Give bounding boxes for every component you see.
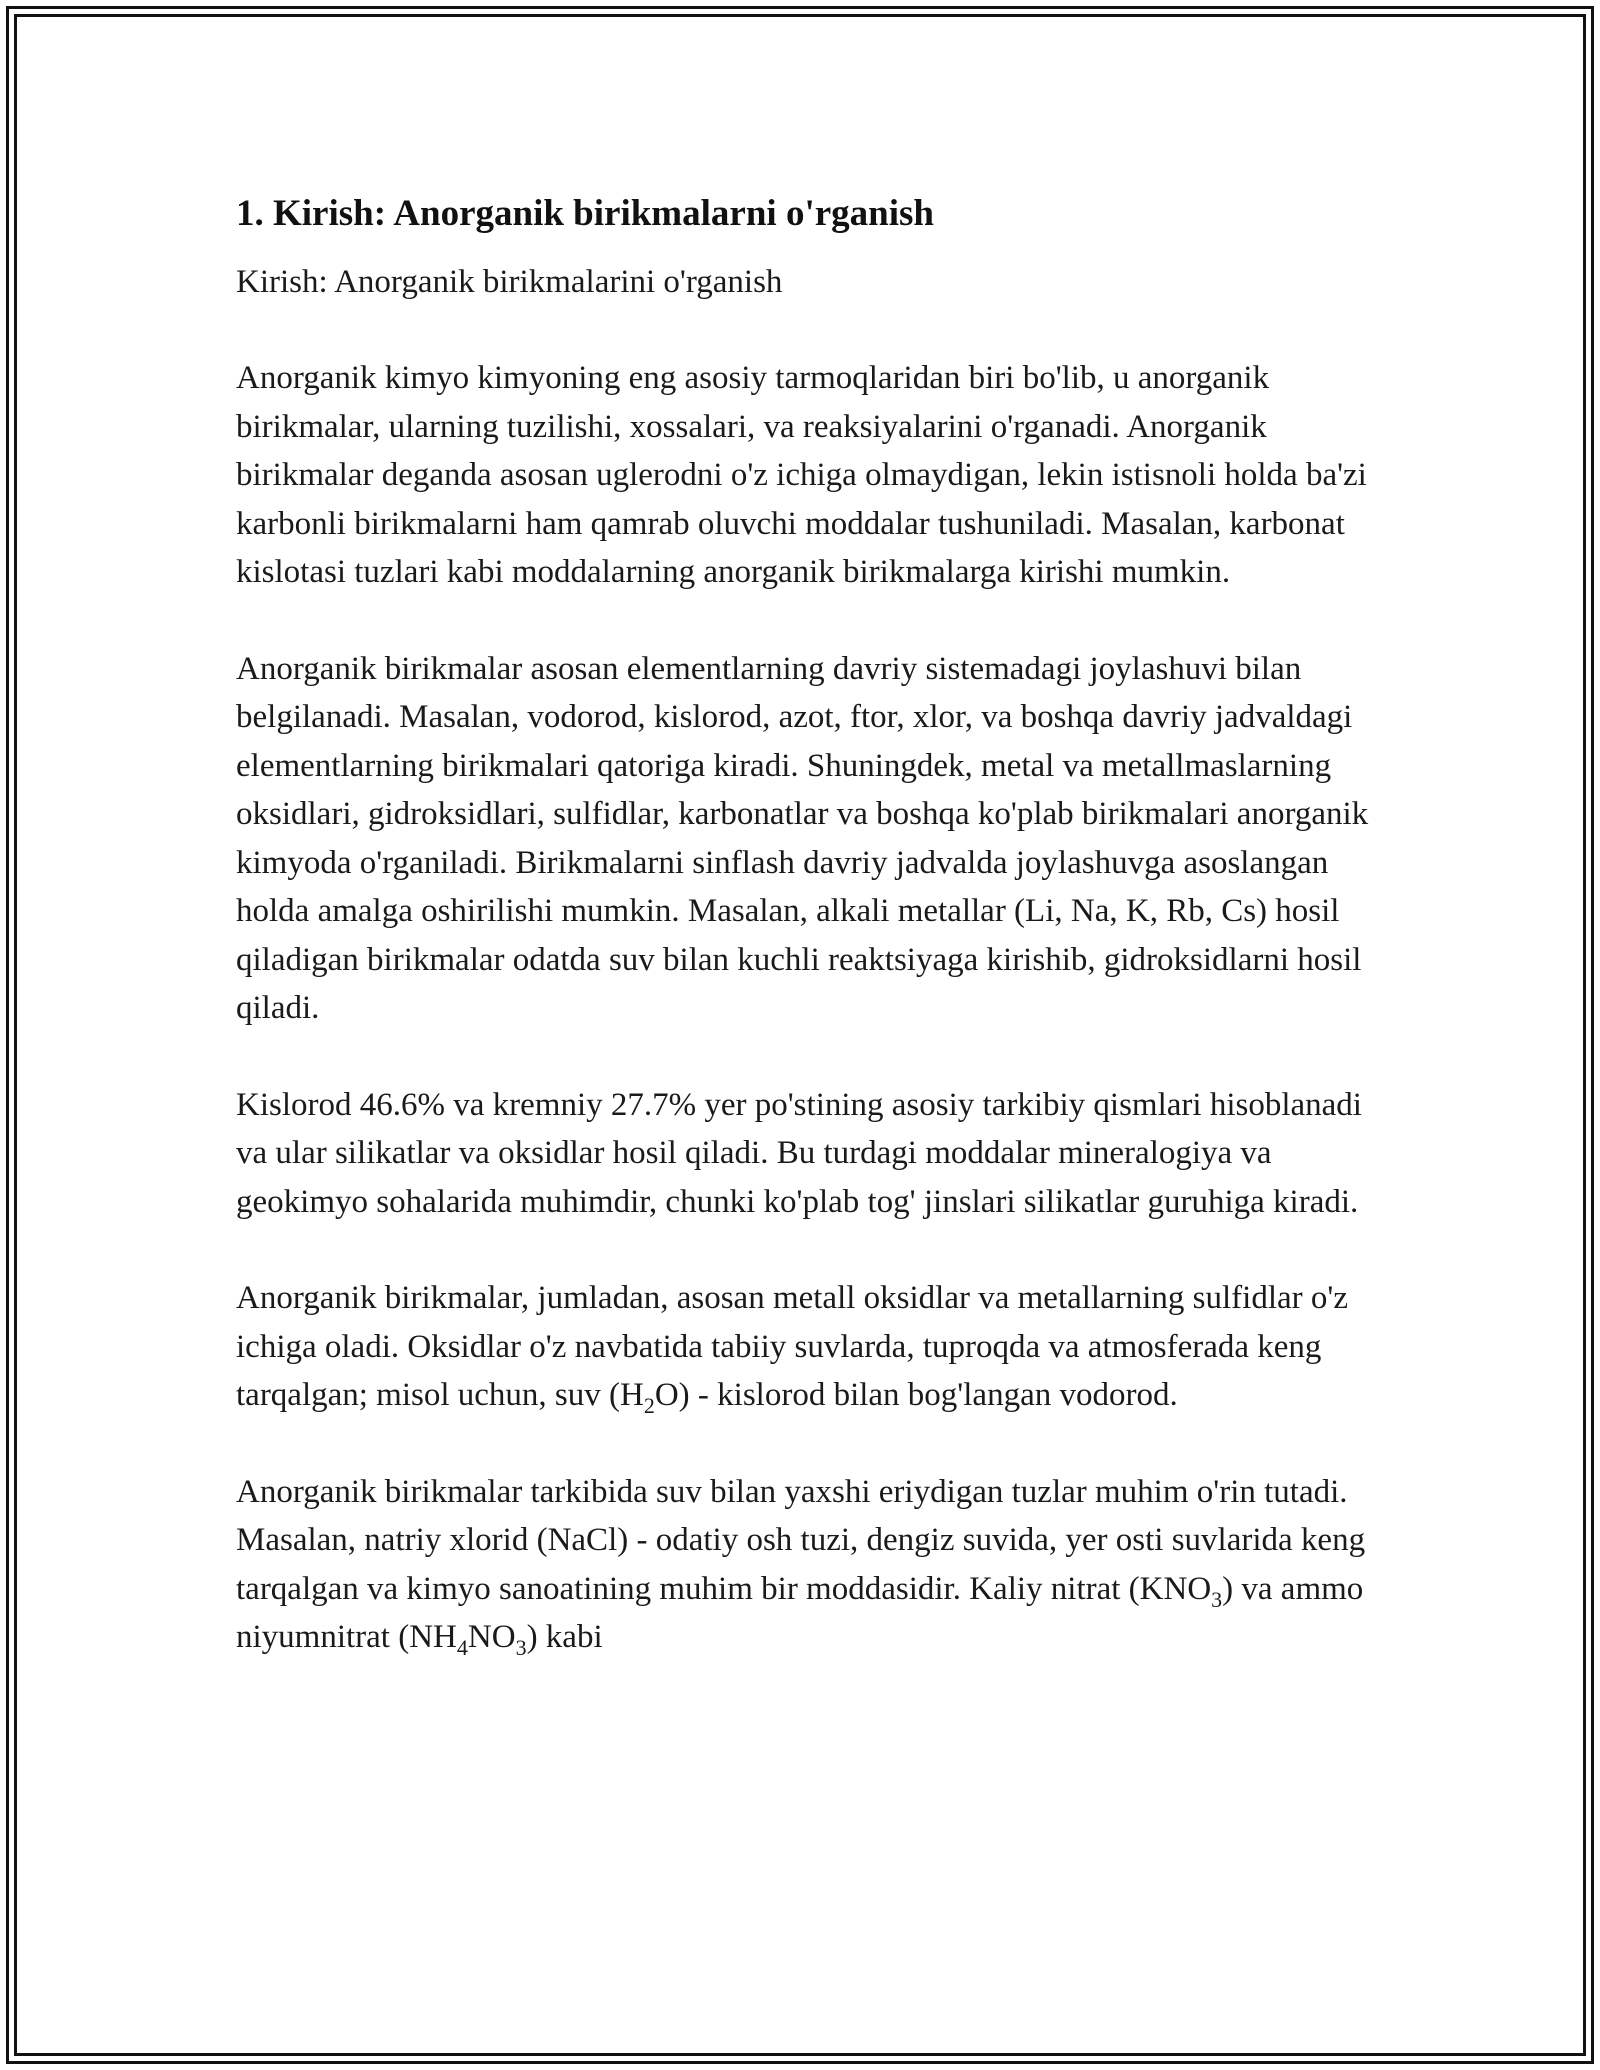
paragraph-4: [236, 1274, 1372, 1420]
paragraph-5-text: ) kabi: [526, 1619, 603, 1655]
paragraph-3: Kislorod 46.6% va kremniy 27.7% yer po'stining asosiy tarkibiy qismlari hisoblanadi va ular silikatlar va oksidlar hosil qiladi. Bu turdagi moddalar mineralogiya va geokimyo sohalarida muhimdir, chunki ko'plab tog' jinslari silikatlar guruhiga kiradi.: [236, 1086, 1362, 1220]
paragraph-5-text: ) va ammo niyumnitrat (NH: [236, 1570, 1364, 1655]
paragraph-1: Anorganik kimyo kimyoning eng asosiy tarmoqlaridan biri bo'lib, u anorganik birikmalar, ularning tuzilishi, xossalari, va reaksiyalarini o'rganadi. Anorganik birikmalar deganda asosan uglerodni o'z ichiga olmaydigan, lekin istisnoli holda ba'zi karbonli birikmalarni ham qamrab oluvchi moddalar tushuniladi. Masalan, karbonat kislotasi tuzlari kabi moddalarning anorganik birikmalarga kirishi mumkin.: [236, 360, 1367, 590]
subscript: 3: [1211, 1586, 1223, 1612]
paragraph-4-text: O) - kislorod bilan bog'langan vodorod.: [654, 1377, 1178, 1413]
section-subtitle: Kirish: Anorganik birikmalarini o'rganish: [236, 264, 783, 300]
section-heading: 1. Kirish: Anorganik birikmalarni o'rganish: [236, 193, 934, 234]
paragraph-5-text: Anorganik birikmalar tarkibida suv bilan yaxshi eriydigan tuzlar muhim o'rin tutadi. Masalan, natriy xlorid (NaCl) - odatiy osh tuzi, dengiz suvida, yer osti suvlarida keng tarqalgan va kimyo sanoatining muhim bir moddasidir. Kaliy nitrat (KNO: [236, 1473, 1366, 1607]
paragraph-4-text: Anorganik birikmalar, jumladan, asosan metall oksidlar va metallarning sulfidlar o'z ichiga oladi. Oksidlar o'z navbatida tabiiy suvlarda, tuproqda va atmosferada keng tarqalgan; misol uchun, suv (H: [236, 1280, 1348, 1413]
paragraph-5: [236, 1468, 1372, 1662]
paragraph-2: Anorganik birikmalar asosan elementlarning davriy sistemadagi joylashuvi bilan belgilanadi. Masalan, vodorod, kislorod, azot, ftor, xlor, va boshqa davriy jadvaldagi elementlarning birikmalari qatoriga kiradi. Shuningdek, metal va metallmaslarning oksidlari, gidroksidlari, sulfidlar, karbonatlar va boshqa ko'plab birikmalari anorganik kimyoda o'rganiladi. Birikmalarni sinflash davriy jadvalda joylashuvga asoslangan holda amalga oshirilishi mumkin. Masalan, alkali metallar (Li, Na, K, Rb, Cs) hosil qiladigan birikmalar odatda suv bilan kuchli reaktsiyaga kirishib, gidroksidlarni hosil qiladi.: [236, 650, 1369, 1026]
subscript: 4: [456, 1635, 468, 1660]
document-body: [236, 186, 1372, 1662]
paragraph-5-text: NO: [467, 1619, 516, 1655]
subscript: 3: [515, 1635, 527, 1660]
subscript: 2: [643, 1393, 655, 1418]
